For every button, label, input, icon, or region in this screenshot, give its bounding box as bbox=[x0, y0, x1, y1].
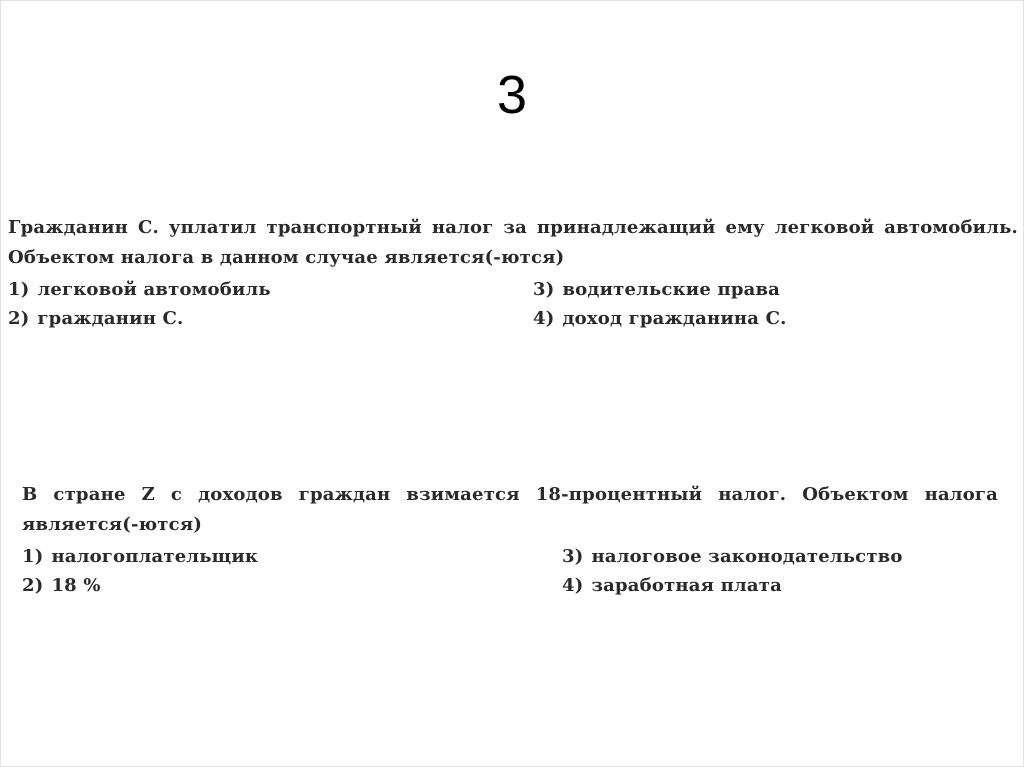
answer-option-3 bbox=[562, 542, 998, 571]
option-number: 3) bbox=[533, 279, 555, 300]
answer-option-1 bbox=[22, 542, 542, 571]
option-label: налоговое законодательство bbox=[591, 546, 903, 567]
answer-options bbox=[8, 275, 1018, 333]
option-label: водительские права bbox=[562, 279, 781, 300]
option-label: налогоплательщик bbox=[51, 546, 259, 567]
slide-title: 3 bbox=[496, 65, 528, 125]
option-label: легковой автомобиль bbox=[37, 279, 271, 300]
answer-option-2 bbox=[22, 571, 542, 600]
question-text: В стране Z с доходов граждан взимается 18-процентный налог. Объектом налога является(-ются) bbox=[22, 484, 998, 535]
option-label: гражданин С. bbox=[37, 308, 184, 329]
option-number: 1) bbox=[8, 279, 30, 300]
answer-option-4 bbox=[562, 571, 998, 600]
option-label: заработная плата bbox=[591, 575, 782, 596]
question-block-1 bbox=[8, 213, 1018, 333]
option-number: 4) bbox=[533, 308, 555, 329]
option-label: доход гражданина С. bbox=[562, 308, 787, 329]
option-label: 18 % bbox=[51, 575, 101, 596]
answer-option-1 bbox=[8, 275, 513, 304]
question-block-2 bbox=[22, 480, 998, 600]
option-number: 2) bbox=[8, 308, 30, 329]
option-number: 2) bbox=[22, 575, 44, 596]
option-number: 1) bbox=[22, 546, 44, 567]
answer-option-4 bbox=[533, 304, 1018, 333]
answer-option-2 bbox=[8, 304, 513, 333]
question-text: Гражданин С. уплатил транспортный налог за принадлежащий ему легковой автомобиль. Объектом налога в данном случае является(-ются) bbox=[8, 217, 1018, 268]
option-number: 4) bbox=[562, 575, 584, 596]
answer-options bbox=[22, 542, 998, 600]
answer-option-3 bbox=[533, 275, 1018, 304]
option-number: 3) bbox=[562, 546, 584, 567]
